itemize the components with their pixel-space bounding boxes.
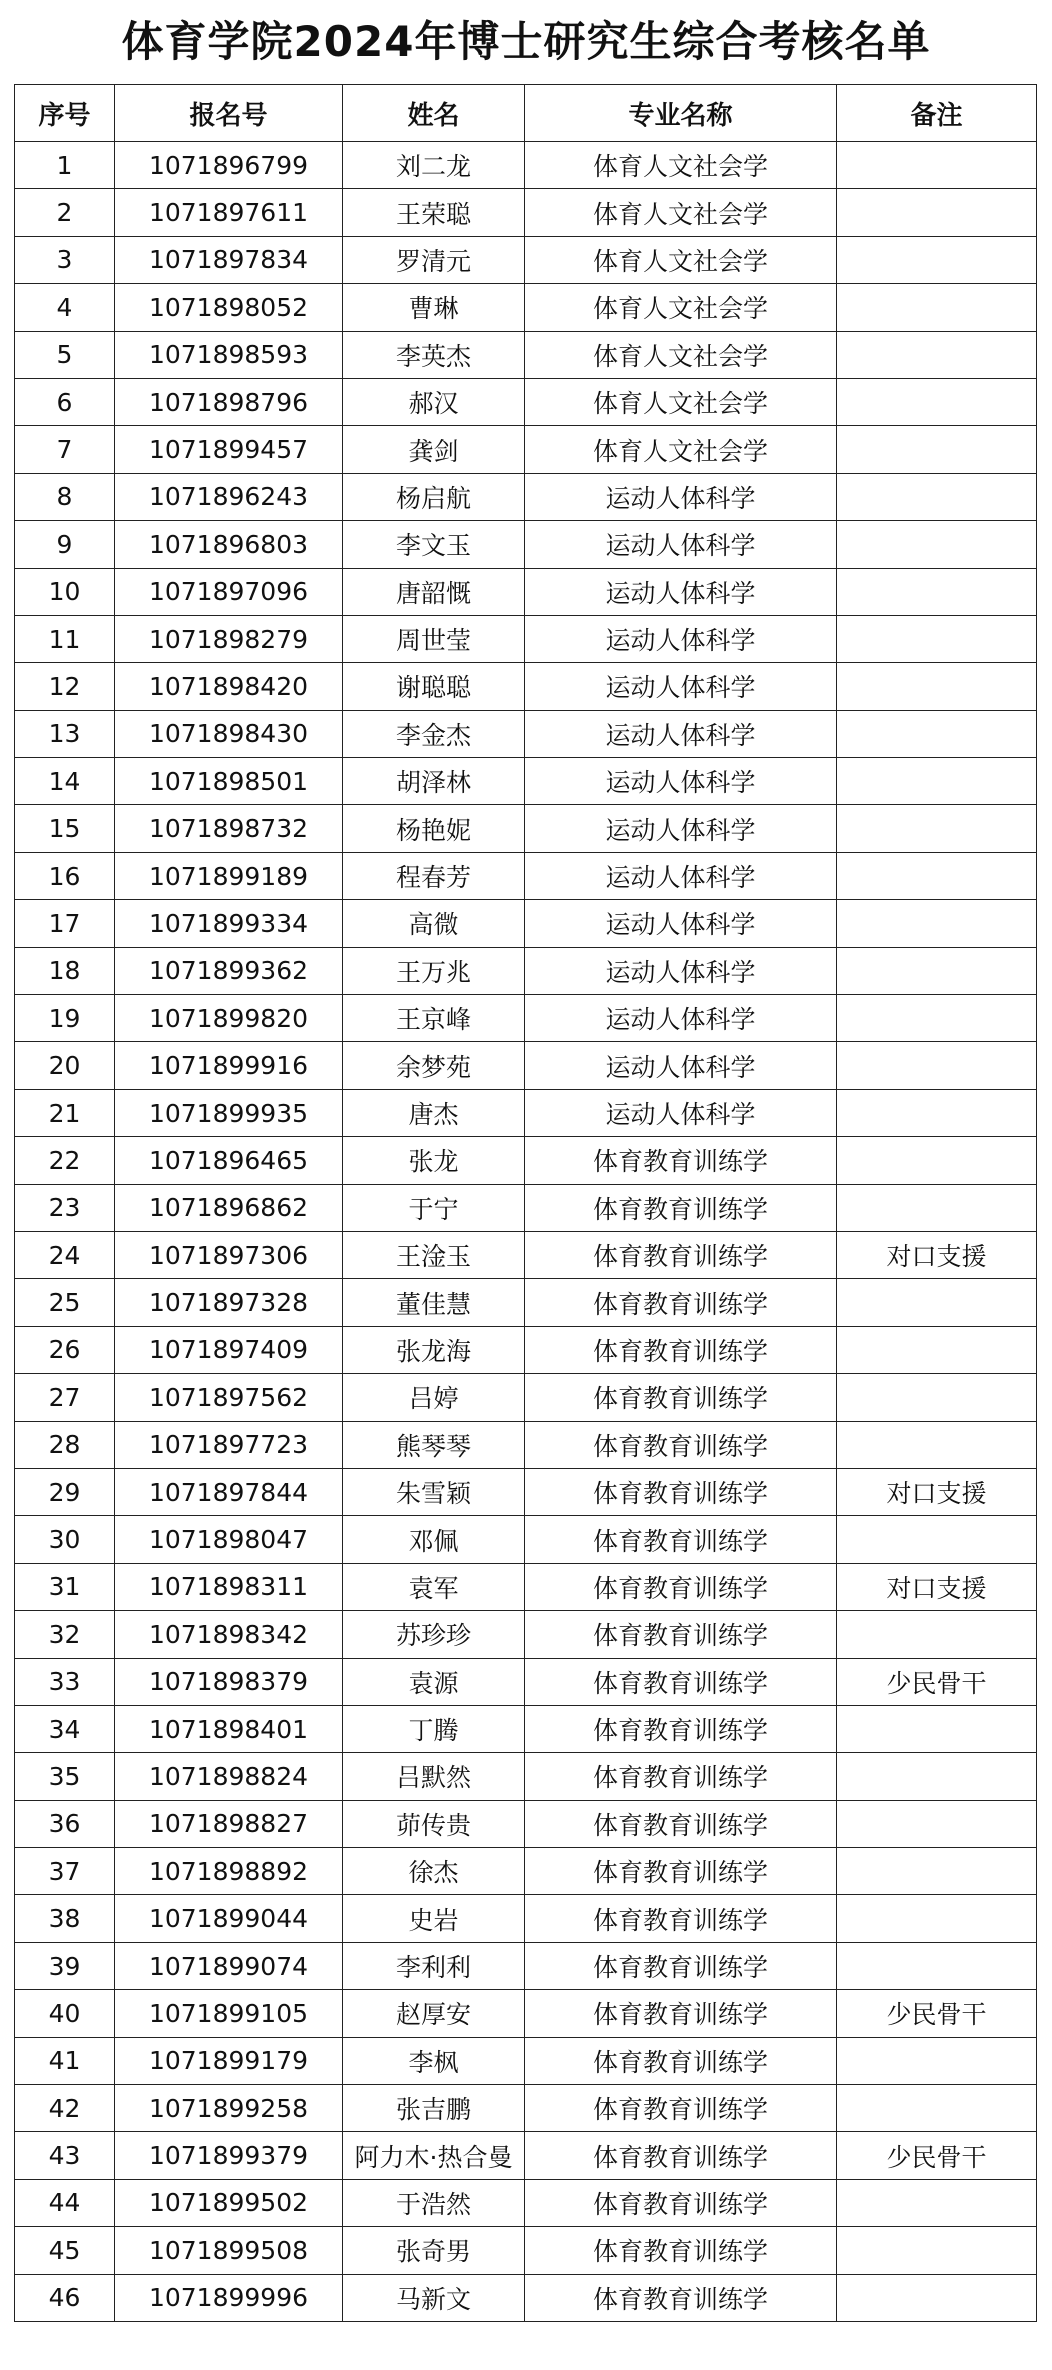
table-row bbox=[15, 568, 1037, 615]
cell-reg-number: 1071897409 bbox=[115, 1326, 343, 1373]
cell-name: 李利利 bbox=[343, 1942, 525, 1989]
cell-name: 张龙海 bbox=[343, 1326, 525, 1373]
cell-major: 体育教育训练学 bbox=[525, 1137, 837, 1184]
cell-note bbox=[837, 2179, 1037, 2226]
cell-note bbox=[837, 378, 1037, 425]
cell-note: 少民骨干 bbox=[837, 1658, 1037, 1705]
table-row bbox=[15, 1042, 1037, 1089]
cell-note bbox=[837, 710, 1037, 757]
table-row bbox=[15, 1516, 1037, 1563]
cell-seq: 38 bbox=[15, 1895, 115, 1942]
table-row bbox=[15, 805, 1037, 852]
cell-major: 体育教育训练学 bbox=[525, 1990, 837, 2037]
cell-reg-number: 1071898430 bbox=[115, 710, 343, 757]
cell-note bbox=[837, 1421, 1037, 1468]
cell-major: 运动人体科学 bbox=[525, 852, 837, 899]
cell-seq: 29 bbox=[15, 1468, 115, 1515]
table-row bbox=[15, 521, 1037, 568]
cell-seq: 4 bbox=[15, 284, 115, 331]
table-row bbox=[15, 1279, 1037, 1326]
cell-major: 运动人体科学 bbox=[525, 663, 837, 710]
cell-reg-number: 1071898501 bbox=[115, 758, 343, 805]
cell-seq: 14 bbox=[15, 758, 115, 805]
cell-note: 对口支援 bbox=[837, 1468, 1037, 1515]
cell-reg-number: 1071899258 bbox=[115, 2085, 343, 2132]
table-row bbox=[15, 1705, 1037, 1752]
cell-seq: 23 bbox=[15, 1184, 115, 1231]
cell-major: 体育人文社会学 bbox=[525, 331, 837, 378]
table-row bbox=[15, 663, 1037, 710]
cell-name: 杨启航 bbox=[343, 473, 525, 520]
cell-name: 王淦玉 bbox=[343, 1231, 525, 1278]
cell-reg-number: 1071899457 bbox=[115, 426, 343, 473]
cell-seq: 40 bbox=[15, 1990, 115, 2037]
cell-major: 运动人体科学 bbox=[525, 758, 837, 805]
table-row bbox=[15, 1611, 1037, 1658]
cell-major: 体育人文社会学 bbox=[525, 142, 837, 189]
cell-major: 体育教育训练学 bbox=[525, 1326, 837, 1373]
table-row bbox=[15, 331, 1037, 378]
table-row bbox=[15, 426, 1037, 473]
table-row bbox=[15, 378, 1037, 425]
cell-name: 王荣聪 bbox=[343, 189, 525, 236]
cell-major: 体育教育训练学 bbox=[525, 1658, 837, 1705]
cell-major: 运动人体科学 bbox=[525, 805, 837, 852]
header-note: 备注 bbox=[837, 85, 1037, 142]
cell-seq: 19 bbox=[15, 995, 115, 1042]
cell-name: 张奇男 bbox=[343, 2227, 525, 2274]
cell-reg-number: 1071899179 bbox=[115, 2037, 343, 2084]
cell-seq: 21 bbox=[15, 1089, 115, 1136]
cell-note bbox=[837, 995, 1037, 1042]
cell-note bbox=[837, 284, 1037, 331]
cell-note bbox=[837, 2085, 1037, 2132]
table-row bbox=[15, 1800, 1037, 1847]
cell-reg-number: 1071898732 bbox=[115, 805, 343, 852]
cell-major: 体育教育训练学 bbox=[525, 1468, 837, 1515]
table-row bbox=[15, 710, 1037, 757]
cell-note bbox=[837, 758, 1037, 805]
cell-note: 少民骨干 bbox=[837, 2132, 1037, 2179]
cell-seq: 25 bbox=[15, 1279, 115, 1326]
cell-name: 邓佩 bbox=[343, 1516, 525, 1563]
cell-name: 刘二龙 bbox=[343, 142, 525, 189]
cell-seq: 24 bbox=[15, 1231, 115, 1278]
cell-seq: 3 bbox=[15, 236, 115, 283]
cell-major: 体育教育训练学 bbox=[525, 2274, 837, 2321]
cell-name: 周世莹 bbox=[343, 615, 525, 662]
cell-reg-number: 1071896799 bbox=[115, 142, 343, 189]
cell-major: 体育教育训练学 bbox=[525, 1611, 837, 1658]
table-row bbox=[15, 1374, 1037, 1421]
cell-name: 茆传贵 bbox=[343, 1800, 525, 1847]
cell-reg-number: 1071899362 bbox=[115, 947, 343, 994]
cell-name: 唐韶慨 bbox=[343, 568, 525, 615]
header-name: 姓名 bbox=[343, 85, 525, 142]
cell-major: 体育教育训练学 bbox=[525, 1800, 837, 1847]
cell-major: 运动人体科学 bbox=[525, 615, 837, 662]
cell-major: 体育教育训练学 bbox=[525, 1231, 837, 1278]
cell-seq: 1 bbox=[15, 142, 115, 189]
cell-major: 体育人文社会学 bbox=[525, 426, 837, 473]
cell-name: 熊琴琴 bbox=[343, 1421, 525, 1468]
cell-note bbox=[837, 142, 1037, 189]
table-row bbox=[15, 1658, 1037, 1705]
cell-reg-number: 1071896803 bbox=[115, 521, 343, 568]
cell-reg-number: 1071899334 bbox=[115, 900, 343, 947]
table-row bbox=[15, 1942, 1037, 1989]
table-row bbox=[15, 2179, 1037, 2226]
cell-reg-number: 1071899044 bbox=[115, 1895, 343, 1942]
cell-note bbox=[837, 331, 1037, 378]
cell-major: 运动人体科学 bbox=[525, 995, 837, 1042]
cell-note: 少民骨干 bbox=[837, 1990, 1037, 2037]
cell-reg-number: 1071897562 bbox=[115, 1374, 343, 1421]
cell-reg-number: 1071897723 bbox=[115, 1421, 343, 1468]
table-row bbox=[15, 615, 1037, 662]
cell-note bbox=[837, 1374, 1037, 1421]
cell-seq: 33 bbox=[15, 1658, 115, 1705]
cell-major: 体育教育训练学 bbox=[525, 2132, 837, 2179]
cell-note bbox=[837, 1137, 1037, 1184]
header-reg-number: 报名号 bbox=[115, 85, 343, 142]
cell-note bbox=[837, 1042, 1037, 1089]
cell-note: 对口支援 bbox=[837, 1231, 1037, 1278]
cell-major: 体育人文社会学 bbox=[525, 284, 837, 331]
cell-name: 于宁 bbox=[343, 1184, 525, 1231]
cell-major: 体育教育训练学 bbox=[525, 1705, 837, 1752]
cell-seq: 20 bbox=[15, 1042, 115, 1089]
cell-reg-number: 1071899508 bbox=[115, 2227, 343, 2274]
cell-seq: 44 bbox=[15, 2179, 115, 2226]
cell-seq: 45 bbox=[15, 2227, 115, 2274]
table-row bbox=[15, 2085, 1037, 2132]
cell-major: 体育教育训练学 bbox=[525, 1516, 837, 1563]
table-row bbox=[15, 1848, 1037, 1895]
cell-major: 体育教育训练学 bbox=[525, 1942, 837, 1989]
cell-reg-number: 1071899105 bbox=[115, 1990, 343, 2037]
cell-seq: 34 bbox=[15, 1705, 115, 1752]
cell-major: 体育教育训练学 bbox=[525, 1184, 837, 1231]
cell-note bbox=[837, 1848, 1037, 1895]
cell-major: 运动人体科学 bbox=[525, 1042, 837, 1089]
cell-seq: 5 bbox=[15, 331, 115, 378]
cell-reg-number: 1071898593 bbox=[115, 331, 343, 378]
cell-reg-number: 1071899189 bbox=[115, 852, 343, 899]
cell-reg-number: 1071898827 bbox=[115, 1800, 343, 1847]
cell-seq: 16 bbox=[15, 852, 115, 899]
cell-seq: 18 bbox=[15, 947, 115, 994]
cell-name: 唐杰 bbox=[343, 1089, 525, 1136]
cell-note bbox=[837, 1753, 1037, 1800]
cell-seq: 10 bbox=[15, 568, 115, 615]
cell-note bbox=[837, 805, 1037, 852]
table-row bbox=[15, 473, 1037, 520]
cell-name: 余梦苑 bbox=[343, 1042, 525, 1089]
table-row bbox=[15, 947, 1037, 994]
cell-seq: 28 bbox=[15, 1421, 115, 1468]
cell-seq: 35 bbox=[15, 1753, 115, 1800]
cell-seq: 36 bbox=[15, 1800, 115, 1847]
cell-note bbox=[837, 189, 1037, 236]
table-row bbox=[15, 2227, 1037, 2274]
document-title: 体育学院2024年博士研究生综合考核名单 bbox=[121, 17, 931, 66]
cell-reg-number: 1071898279 bbox=[115, 615, 343, 662]
cell-major: 运动人体科学 bbox=[525, 521, 837, 568]
cell-name: 程春芳 bbox=[343, 852, 525, 899]
cell-note bbox=[837, 1942, 1037, 1989]
cell-seq: 46 bbox=[15, 2274, 115, 2321]
cell-note bbox=[837, 852, 1037, 899]
table-row bbox=[15, 1326, 1037, 1373]
cell-seq: 8 bbox=[15, 473, 115, 520]
candidate-table bbox=[14, 84, 1037, 2322]
cell-seq: 17 bbox=[15, 900, 115, 947]
cell-major: 运动人体科学 bbox=[525, 568, 837, 615]
table-row bbox=[15, 1990, 1037, 2037]
cell-seq: 9 bbox=[15, 521, 115, 568]
cell-reg-number: 1071898796 bbox=[115, 378, 343, 425]
cell-note bbox=[837, 1611, 1037, 1658]
cell-reg-number: 1071897844 bbox=[115, 1468, 343, 1515]
header-seq: 序号 bbox=[15, 85, 115, 142]
cell-reg-number: 1071899502 bbox=[115, 2179, 343, 2226]
cell-note bbox=[837, 1895, 1037, 1942]
cell-note bbox=[837, 1800, 1037, 1847]
cell-note bbox=[837, 900, 1037, 947]
cell-note: 对口支援 bbox=[837, 1563, 1037, 1610]
cell-reg-number: 1071898052 bbox=[115, 284, 343, 331]
table-row bbox=[15, 1089, 1037, 1136]
table-row bbox=[15, 1184, 1037, 1231]
cell-name: 李枫 bbox=[343, 2037, 525, 2084]
cell-note bbox=[837, 615, 1037, 662]
cell-major: 体育教育训练学 bbox=[525, 2085, 837, 2132]
cell-name: 高微 bbox=[343, 900, 525, 947]
cell-major: 体育教育训练学 bbox=[525, 1421, 837, 1468]
table-header-row bbox=[15, 85, 1037, 142]
cell-name: 李金杰 bbox=[343, 710, 525, 757]
cell-major: 体育教育训练学 bbox=[525, 2227, 837, 2274]
table-row bbox=[15, 2132, 1037, 2179]
table-row bbox=[15, 900, 1037, 947]
cell-reg-number: 1071896243 bbox=[115, 473, 343, 520]
cell-reg-number: 1071897611 bbox=[115, 189, 343, 236]
cell-note bbox=[837, 236, 1037, 283]
cell-seq: 11 bbox=[15, 615, 115, 662]
cell-reg-number: 1071898379 bbox=[115, 1658, 343, 1705]
cell-name: 胡泽林 bbox=[343, 758, 525, 805]
cell-reg-number: 1071897328 bbox=[115, 1279, 343, 1326]
cell-name: 王万兆 bbox=[343, 947, 525, 994]
cell-major: 体育人文社会学 bbox=[525, 236, 837, 283]
cell-name: 李文玉 bbox=[343, 521, 525, 568]
cell-seq: 6 bbox=[15, 378, 115, 425]
cell-name: 吕默然 bbox=[343, 1753, 525, 1800]
cell-seq: 42 bbox=[15, 2085, 115, 2132]
cell-major: 运动人体科学 bbox=[525, 900, 837, 947]
table-row bbox=[15, 1421, 1037, 1468]
cell-name: 阿力木·热合曼 bbox=[343, 2132, 525, 2179]
cell-reg-number: 1071899935 bbox=[115, 1089, 343, 1136]
cell-seq: 2 bbox=[15, 189, 115, 236]
cell-note bbox=[837, 1279, 1037, 1326]
cell-major: 运动人体科学 bbox=[525, 947, 837, 994]
cell-major: 体育教育训练学 bbox=[525, 1848, 837, 1895]
cell-name: 杨艳妮 bbox=[343, 805, 525, 852]
cell-seq: 32 bbox=[15, 1611, 115, 1658]
cell-reg-number: 1071898401 bbox=[115, 1705, 343, 1752]
cell-major: 体育教育训练学 bbox=[525, 1563, 837, 1610]
cell-seq: 43 bbox=[15, 2132, 115, 2179]
cell-major: 体育教育训练学 bbox=[525, 1279, 837, 1326]
cell-note bbox=[837, 2227, 1037, 2274]
cell-seq: 7 bbox=[15, 426, 115, 473]
cell-note bbox=[837, 2037, 1037, 2084]
cell-name: 李英杰 bbox=[343, 331, 525, 378]
cell-note bbox=[837, 2274, 1037, 2321]
cell-reg-number: 1071898342 bbox=[115, 1611, 343, 1658]
cell-major: 体育教育训练学 bbox=[525, 1753, 837, 1800]
cell-name: 董佳慧 bbox=[343, 1279, 525, 1326]
table-row bbox=[15, 142, 1037, 189]
cell-major: 体育教育训练学 bbox=[525, 1374, 837, 1421]
cell-reg-number: 1071897834 bbox=[115, 236, 343, 283]
cell-name: 郝汉 bbox=[343, 378, 525, 425]
cell-note bbox=[837, 521, 1037, 568]
cell-name: 苏珍珍 bbox=[343, 1611, 525, 1658]
cell-seq: 13 bbox=[15, 710, 115, 757]
table-body bbox=[15, 142, 1037, 2322]
cell-seq: 30 bbox=[15, 1516, 115, 1563]
cell-note bbox=[837, 1705, 1037, 1752]
cell-name: 王京峰 bbox=[343, 995, 525, 1042]
cell-note bbox=[837, 473, 1037, 520]
cell-name: 于浩然 bbox=[343, 2179, 525, 2226]
cell-reg-number: 1071897096 bbox=[115, 568, 343, 615]
cell-reg-number: 1071899996 bbox=[115, 2274, 343, 2321]
cell-seq: 22 bbox=[15, 1137, 115, 1184]
cell-major: 体育教育训练学 bbox=[525, 2179, 837, 2226]
cell-seq: 27 bbox=[15, 1374, 115, 1421]
cell-reg-number: 1071896465 bbox=[115, 1137, 343, 1184]
cell-name: 曹琳 bbox=[343, 284, 525, 331]
cell-name: 马新文 bbox=[343, 2274, 525, 2321]
table-row bbox=[15, 1753, 1037, 1800]
cell-major: 运动人体科学 bbox=[525, 710, 837, 757]
cell-name: 朱雪颖 bbox=[343, 1468, 525, 1515]
cell-reg-number: 1071899379 bbox=[115, 2132, 343, 2179]
cell-major: 运动人体科学 bbox=[525, 473, 837, 520]
cell-reg-number: 1071899074 bbox=[115, 1942, 343, 1989]
table-row bbox=[15, 2037, 1037, 2084]
cell-note bbox=[837, 1326, 1037, 1373]
cell-reg-number: 1071898047 bbox=[115, 1516, 343, 1563]
cell-note bbox=[837, 947, 1037, 994]
table-row bbox=[15, 1231, 1037, 1278]
table-row bbox=[15, 1137, 1037, 1184]
cell-name: 丁腾 bbox=[343, 1705, 525, 1752]
table-row bbox=[15, 236, 1037, 283]
cell-seq: 39 bbox=[15, 1942, 115, 1989]
cell-name: 张吉鹏 bbox=[343, 2085, 525, 2132]
cell-reg-number: 1071898824 bbox=[115, 1753, 343, 1800]
table-row bbox=[15, 852, 1037, 899]
cell-major: 体育教育训练学 bbox=[525, 2037, 837, 2084]
table-row bbox=[15, 2274, 1037, 2321]
cell-reg-number: 1071899916 bbox=[115, 1042, 343, 1089]
cell-major: 体育教育训练学 bbox=[525, 1895, 837, 1942]
cell-name: 吕婷 bbox=[343, 1374, 525, 1421]
table-row bbox=[15, 1468, 1037, 1515]
table-row bbox=[15, 189, 1037, 236]
cell-reg-number: 1071898892 bbox=[115, 1848, 343, 1895]
cell-seq: 31 bbox=[15, 1563, 115, 1610]
cell-name: 袁军 bbox=[343, 1563, 525, 1610]
cell-reg-number: 1071896862 bbox=[115, 1184, 343, 1231]
cell-seq: 12 bbox=[15, 663, 115, 710]
cell-major: 运动人体科学 bbox=[525, 1089, 837, 1136]
cell-name: 徐杰 bbox=[343, 1848, 525, 1895]
cell-name: 罗清元 bbox=[343, 236, 525, 283]
header-major: 专业名称 bbox=[525, 85, 837, 142]
cell-note bbox=[837, 426, 1037, 473]
cell-note bbox=[837, 1516, 1037, 1563]
cell-seq: 26 bbox=[15, 1326, 115, 1373]
cell-reg-number: 1071897306 bbox=[115, 1231, 343, 1278]
table-row bbox=[15, 1563, 1037, 1610]
cell-name: 史岩 bbox=[343, 1895, 525, 1942]
cell-note bbox=[837, 1089, 1037, 1136]
cell-note bbox=[837, 663, 1037, 710]
cell-name: 龚剑 bbox=[343, 426, 525, 473]
cell-name: 谢聪聪 bbox=[343, 663, 525, 710]
table-row bbox=[15, 1895, 1037, 1942]
cell-reg-number: 1071898311 bbox=[115, 1563, 343, 1610]
cell-name: 赵厚安 bbox=[343, 1990, 525, 2037]
table-row bbox=[15, 758, 1037, 805]
cell-reg-number: 1071899820 bbox=[115, 995, 343, 1042]
cell-note bbox=[837, 1184, 1037, 1231]
cell-seq: 15 bbox=[15, 805, 115, 852]
cell-seq: 41 bbox=[15, 2037, 115, 2084]
cell-major: 体育人文社会学 bbox=[525, 378, 837, 425]
cell-reg-number: 1071898420 bbox=[115, 663, 343, 710]
cell-note bbox=[837, 568, 1037, 615]
table-row bbox=[15, 995, 1037, 1042]
table-row bbox=[15, 284, 1037, 331]
cell-name: 袁源 bbox=[343, 1658, 525, 1705]
cell-seq: 37 bbox=[15, 1848, 115, 1895]
cell-name: 张龙 bbox=[343, 1137, 525, 1184]
cell-major: 体育人文社会学 bbox=[525, 189, 837, 236]
